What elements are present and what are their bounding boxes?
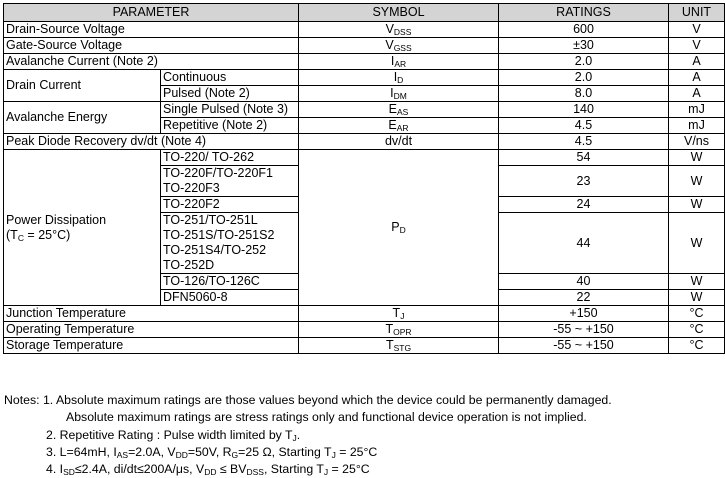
table-row — [4, 54, 725, 70]
param-cell: Operating Temperature — [4, 322, 299, 338]
rating-cell: 23 — [499, 166, 669, 197]
rating-cell: +150 — [499, 306, 669, 322]
symbol-cell: $V_{GSS}$ — [299, 38, 499, 54]
table-row — [4, 134, 725, 150]
table-row — [4, 322, 725, 338]
rating-cell: 140 — [499, 102, 669, 118]
symbol-cell: $E_{AS}$ — [299, 102, 499, 118]
header-symbol: SYMBOL — [299, 4, 499, 22]
unit-cell: W — [669, 274, 725, 290]
note-1-continued: Absolute maximum ratings are stress ratings only and functional device operation is not implied. — [66, 410, 587, 425]
package-cell: TO-126/TO-126C — [161, 274, 299, 290]
notes-section — [4, 392, 659, 478]
unit-cell: W — [669, 166, 725, 197]
header-parameter: PARAMETER — [4, 4, 299, 22]
param-cell: Avalanche Current (Note 2) — [4, 54, 299, 70]
rating-cell: 600 — [499, 22, 669, 38]
param-cell: Power Dissipation $(T_C = 25^\circ C)$ — [4, 150, 161, 306]
package-cell: TO-220F/TO-220F1 TO-220F3 — [161, 166, 299, 197]
unit-cell: A — [669, 54, 725, 70]
table-row — [4, 306, 725, 322]
symbol-cell: $T_J$ — [299, 306, 499, 322]
rating-cell: -55 ~ +150 — [499, 322, 669, 338]
note-1: Notes: 1. Absolute maximum ratings are those values beyond which the device could be permanently damaged. — [4, 393, 612, 407]
symbol-cell: $I_{AR}$ — [299, 54, 499, 70]
rating-cell: 40 — [499, 274, 669, 290]
symbol-cell: $I_D$ — [299, 70, 499, 86]
unit-cell: °C — [669, 338, 725, 354]
rating-cell: 4.5 — [499, 118, 669, 134]
header-row — [4, 4, 725, 22]
rating-cell: 54 — [499, 150, 669, 166]
param-cell: Drain-Source Voltage — [4, 22, 299, 38]
unit-cell: V — [669, 38, 725, 54]
symbol-cell: $I_{DM}$ — [299, 86, 499, 102]
rating-cell: 22 — [499, 290, 669, 306]
unit-cell: W — [669, 150, 725, 166]
symbol-cell: dv/dt — [299, 134, 499, 150]
package-cell: TO-251/TO-251L TO-251S/TO-251S2 TO-251S4/TO-252 TO-252D — [161, 213, 299, 274]
rating-cell: 44 — [499, 213, 669, 274]
table-row — [4, 38, 725, 54]
unit-cell: V — [669, 22, 725, 38]
absolute-max-ratings-table — [3, 3, 725, 354]
table-row — [4, 150, 725, 166]
table-row — [4, 102, 725, 118]
unit-cell: mJ — [669, 102, 725, 118]
unit-cell: °C — [669, 306, 725, 322]
condition-cell: Single Pulsed (Note 3) — [161, 102, 299, 118]
symbol-cell: $V_{DSS}$ — [299, 22, 499, 38]
condition-cell: Pulsed (Note 2) — [161, 86, 299, 102]
condition-cell: Continuous — [161, 70, 299, 86]
table-row — [4, 338, 725, 354]
package-cell: TO-220/ TO-262 — [161, 150, 299, 166]
rating-cell: 2.0 — [499, 70, 669, 86]
unit-cell: W — [669, 290, 725, 306]
unit-cell: W — [669, 213, 725, 274]
unit-cell: °C — [669, 322, 725, 338]
unit-cell: mJ — [669, 118, 725, 134]
table-row — [4, 70, 725, 86]
rating-cell: 2.0 — [499, 54, 669, 70]
param-cell: Drain Current — [4, 70, 161, 102]
symbol-cell: $T_{STG}$ — [299, 338, 499, 354]
rating-cell: -55 ~ +150 — [499, 338, 669, 354]
rating-cell: ±30 — [499, 38, 669, 54]
header-unit: UNIT — [669, 4, 725, 22]
rating-cell: 24 — [499, 197, 669, 213]
param-cell: Peak Diode Recovery dv/dt (Note 4) — [4, 134, 299, 150]
param-cell: Avalanche Energy — [4, 102, 161, 134]
note-2: 2. Repetitive Rating : Pulse width limited by $T_J$. — [46, 427, 301, 443]
unit-cell: A — [669, 86, 725, 102]
symbol-cell: $E_{AR}$ — [299, 118, 499, 134]
unit-cell: A — [669, 70, 725, 86]
param-cell: Gate-Source Voltage — [4, 38, 299, 54]
param-cell: Storage Temperature — [4, 338, 299, 354]
condition-cell: Repetitive (Note 2) — [161, 118, 299, 134]
rating-cell: 8.0 — [499, 86, 669, 102]
symbol-cell: $T_{OPR}$ — [299, 322, 499, 338]
table-row — [4, 22, 725, 38]
package-cell: DFN5060-8 — [161, 290, 299, 306]
package-cell: TO-220F2 — [161, 197, 299, 213]
note-3: 3. L=64mH, $I_{AS}=2.0A$, $V_{DD}=50V$, $R_G=25$ Ω, Starting $T_J = 25^\circ C$ — [46, 444, 378, 460]
rating-cell: 4.5 — [499, 134, 669, 150]
unit-cell: V/ns — [669, 134, 725, 150]
unit-cell: W — [669, 197, 725, 213]
symbol-cell: $P_D$ — [299, 150, 499, 306]
note-4: 4. $I_{SD}\le 2.4A$, di/dt≤200A/μs, $V_{DD} \le BV_{DSS}$, Starting $T_J = 25^\circ C$ — [46, 462, 370, 478]
header-ratings: RATINGS — [499, 4, 669, 22]
param-cell: Junction Temperature — [4, 306, 299, 322]
